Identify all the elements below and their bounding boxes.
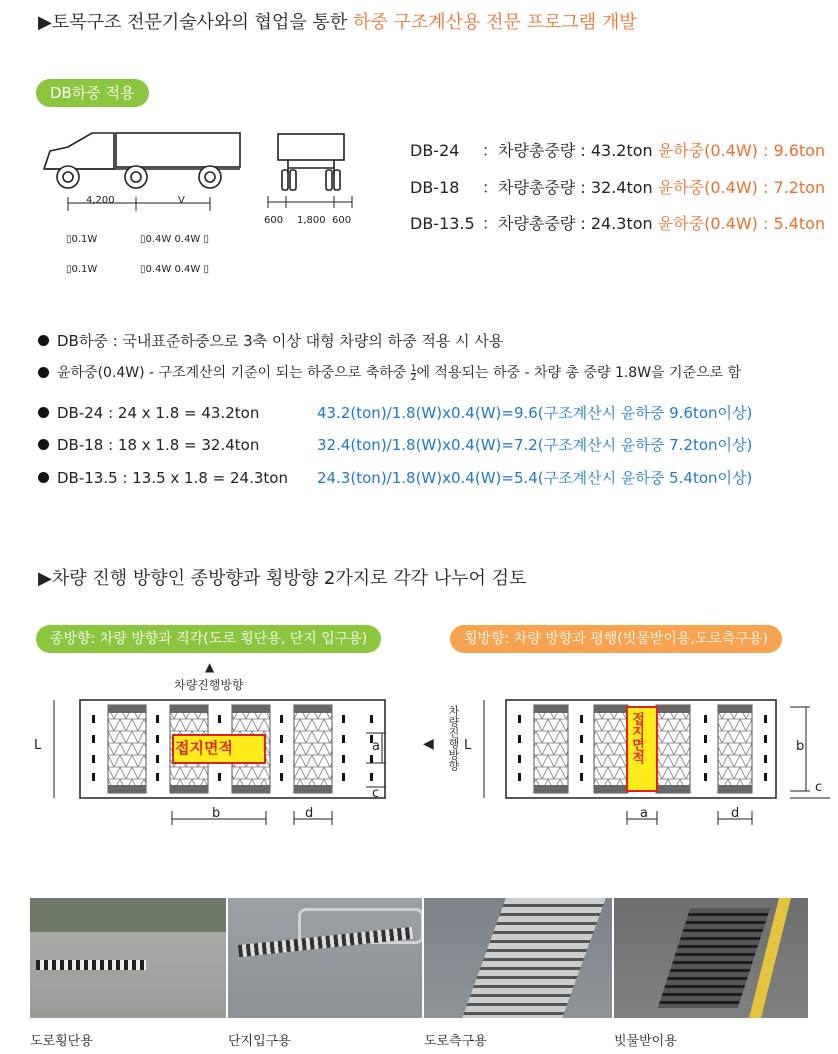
- longitudinal-b: b: [212, 806, 221, 821]
- bullet-wheel-load: 윤하중(0.4W) - 구조계산의 기준이 되는 하중으로 축하중 $\frac{1}{2}$에 적용되는 하중 - 차량 총 중량 1.8W을 기준으로 함: [38, 362, 741, 382]
- spec-db18: DB-18 ：차량총중량 : 32.4ton 윤하중(0.4W) : 7.2ton: [410, 178, 826, 197]
- heading-prefix: ▶토목구조 전문기술사와의 협업을 통한: [38, 12, 353, 33]
- transverse-L: L: [464, 738, 472, 753]
- dim-4200: 4,200: [86, 195, 115, 206]
- dim-v: V: [178, 195, 185, 206]
- photo-road-crossing: [30, 898, 226, 1018]
- rear-dim-1800: 1,800: [297, 215, 326, 226]
- longitudinal-L: L: [34, 738, 42, 753]
- spec-db24: DB-24 ：차량총중량 : 43.2ton 윤하중(0.4W) : 9.6ton: [410, 141, 826, 160]
- db-load-badge: DB하중 적용: [36, 79, 149, 107]
- axle-label-front-1: ▯0.1W: [66, 234, 98, 245]
- transverse-a: a: [640, 806, 648, 821]
- caption-rain-gutter: 빗물받이용: [614, 1034, 677, 1049]
- axle-label-rear-1: ▯0.4W 0.4W ▯: [140, 234, 209, 245]
- caption-road-crossing: 도로횡단용: [30, 1034, 93, 1049]
- bullet-dot: [38, 335, 49, 346]
- bullet-dot: [38, 472, 49, 483]
- longitudinal-contact-area: 접지면적: [175, 739, 233, 757]
- transverse-arrow-icon: ◀: [423, 736, 434, 752]
- transverse-badge: 횡방향: 차량 방향과 평행(빗물받이용,도로측구용): [450, 625, 782, 653]
- caption-road-side: 도로측구용: [424, 1034, 487, 1049]
- transverse-d: d: [731, 806, 740, 821]
- heading-highlight: 하중 구조계산용 전문 프로그램 개발: [352, 12, 637, 33]
- bullet-db18-calc: DB-18 : 18 x 1.8 = 32.4ton 32.4(ton)/1.8(W)x0.4(W)=7.2(구조계산시 윤하중 7.2ton이상): [38, 434, 752, 455]
- longitudinal-a: a: [372, 739, 380, 754]
- photo-road-side: [424, 898, 612, 1018]
- bullet-db135-calc: DB-13.5 : 13.5 x 1.8 = 24.3ton 24.3(ton)/1.8(W)x0.4(W)=5.4(구조계산시 윤하중 5.4ton이상): [38, 467, 752, 488]
- transverse-c: c: [815, 780, 823, 795]
- truck-side-diagram: [40, 125, 250, 220]
- photo-complex-entrance: [228, 898, 422, 1018]
- transverse-b-side: b: [796, 739, 805, 754]
- rear-dim-600-left: 600: [264, 215, 284, 226]
- truck-rear-diagram: [262, 130, 358, 210]
- spec-db135: DB-13.5 ：차량총중량 : 24.3ton 윤하중(0.4W) : 5.4ton: [410, 214, 826, 233]
- bullet-dot: [38, 407, 49, 418]
- direction-arrow-icon: ▲: [205, 660, 215, 674]
- longitudinal-direction-label: 차량진행방향: [174, 678, 244, 692]
- bullet-dot: [38, 367, 49, 378]
- bullet-db-load: DB하중 : 국내표준하중으로 3축 이상 대형 차량의 하중 적용 시 사용: [38, 330, 503, 351]
- caption-complex-entrance: 단지입구용: [228, 1034, 291, 1049]
- heading-program-dev: [38, 8, 637, 34]
- longitudinal-d: d: [305, 806, 314, 821]
- photo-rain-gutter: [614, 898, 808, 1018]
- longitudinal-c: c: [372, 786, 380, 801]
- bullet-db24-calc: DB-24 : 24 x 1.8 = 43.2ton 43.2(ton)/1.8(W)x0.4(W)=9.6(구조계산시 윤하중 9.6ton이상): [38, 402, 752, 423]
- transverse-grating-diagram: [470, 695, 838, 830]
- heading-direction-review: ▶차량 진행 방향인 종방향과 횡방향 2가지로 각각 나누어 검토: [38, 568, 527, 589]
- axle-label-front-2: ▯0.1W: [66, 264, 98, 275]
- bullet-dot: [38, 439, 49, 450]
- transverse-direction-label: 차량진행방향: [447, 705, 460, 771]
- half-fraction: $\frac{1}{2}$: [410, 363, 417, 383]
- axle-label-rear-2: ▯0.4W 0.4W ▯: [140, 264, 209, 275]
- transverse-contact-area: 접지면적: [629, 712, 644, 764]
- rear-dim-600-right: 600: [332, 215, 352, 226]
- longitudinal-badge: 종방향: 차량 방향과 직각(도로 횡단용, 단지 입구용): [36, 625, 381, 653]
